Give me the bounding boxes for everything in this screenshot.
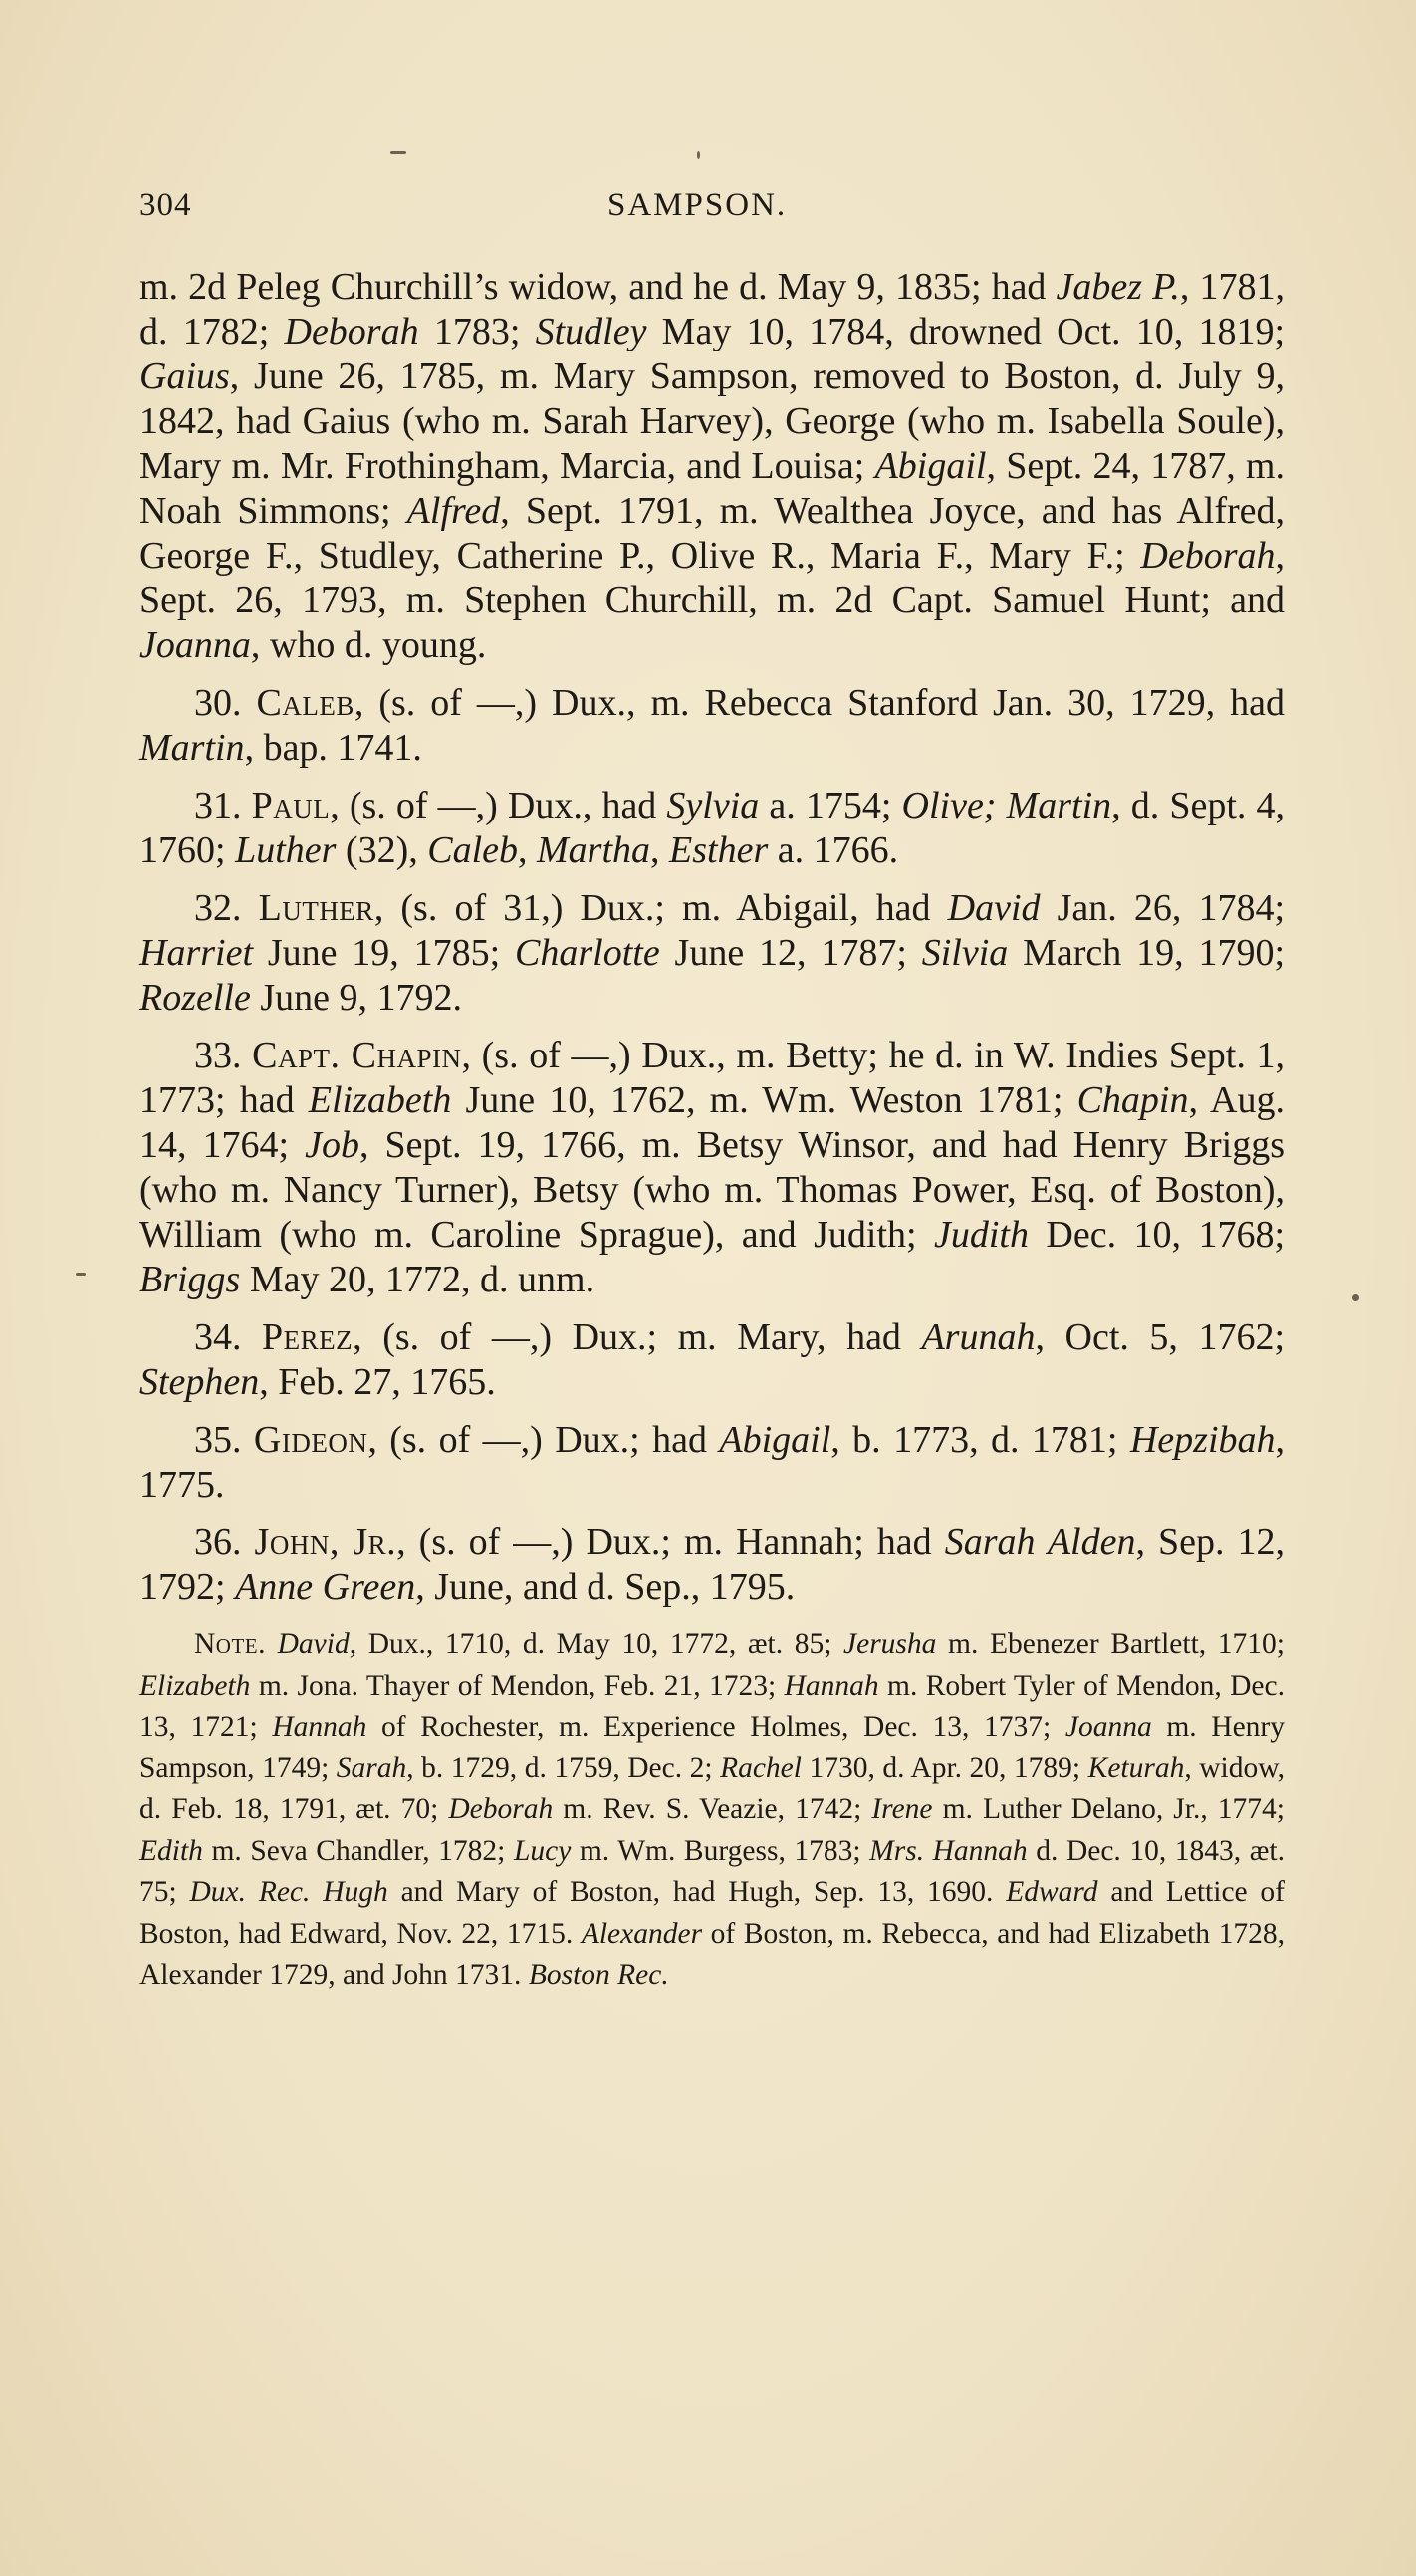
italic-name: Joanna xyxy=(1064,1711,1152,1743)
entry-32 xyxy=(139,886,1285,1021)
text-run: m. Henry Sampson, 1749; xyxy=(139,1711,1286,1784)
italic-name: David xyxy=(947,887,1041,929)
italic-name: Gaius xyxy=(139,355,230,397)
italic-name: Elizabeth xyxy=(308,1079,452,1121)
italic-name: Deborah xyxy=(448,1793,554,1825)
text-run: , b. 1729, d. 1759, Dec. 2; xyxy=(406,1752,721,1784)
text-run: May 20, 1772, d. unm. xyxy=(240,1259,595,1300)
text-run: June 9, 1792. xyxy=(250,977,463,1019)
italic-name: Hepzibah xyxy=(1129,1419,1276,1461)
italic-name: Joanna xyxy=(139,624,251,666)
text-run: m. Wm. Burgess, 1783; xyxy=(571,1834,870,1867)
text-run: Dec. 10, 1768; xyxy=(1028,1214,1285,1256)
text-run: , (s. of —,) Dux.; had xyxy=(367,1419,720,1461)
text-run: m. Rev. S. Veazie, 1742; xyxy=(553,1793,872,1825)
text-run: June 12, 1787; xyxy=(659,932,922,974)
text-run: , Aug. 14, 1764; xyxy=(139,1079,1285,1166)
text-run: and Lettice of Boston, had Edward, Nov. 22, 1715. xyxy=(139,1876,1285,1950)
page-number: 304 xyxy=(139,187,192,223)
entry-35 xyxy=(139,1418,1285,1508)
text-run: , (s. of —,) Dux., m. Betty; he d. in W. Indies Sept. 1, 1773; had xyxy=(139,1035,1285,1121)
entry-name: Perez xyxy=(262,1316,354,1358)
italic-name: Studley xyxy=(535,311,647,352)
italic-name: Sarah Alden xyxy=(944,1522,1136,1563)
text-run: , Sept. 26, 1793, m. Stephen Churchill, m. 2d Capt. Samuel Hunt; and xyxy=(139,535,1285,621)
text-run: , d. Sept. 4, 1760; xyxy=(139,785,1285,871)
text-run: m. Robert Tyler of Mendon, Dec. 13, 1721; xyxy=(139,1669,1285,1743)
entry-30 xyxy=(139,681,1285,771)
italic-name: Judith xyxy=(934,1214,1029,1256)
text-run: , 1775. xyxy=(139,1419,1285,1506)
italic-name: Irene xyxy=(871,1793,933,1825)
text-run: a. 1754; xyxy=(759,785,902,826)
text-run: June 10, 1762, m. Wm. Weston 1781; xyxy=(451,1079,1077,1121)
text-run: , who d. young. xyxy=(250,624,487,666)
text-run: 30. xyxy=(194,682,257,724)
italic-name: Chapin xyxy=(1076,1079,1189,1121)
text-run: m. Luther Delano, Jr., 1774; xyxy=(932,1793,1285,1825)
text-run: , widow, d. Feb. 18, 1791, æt. 70; xyxy=(139,1752,1285,1825)
text-run: Jan. 26, 1784; xyxy=(1040,887,1286,929)
entry-name: Caleb xyxy=(256,682,354,724)
text-run: May 10, 1784, drowned Oct. 10, 1819; xyxy=(646,311,1286,352)
italic-name: Olive; Martin xyxy=(901,785,1112,826)
italic-name: Deborah xyxy=(284,311,419,352)
entry-33 xyxy=(139,1034,1285,1302)
text-run: , bap. 1741. xyxy=(244,727,422,769)
italic-name: Hugh xyxy=(323,1876,388,1908)
running-header xyxy=(139,187,1285,237)
text-run: , Oct. 5, 1762; xyxy=(1035,1316,1285,1358)
text-run: June 19, 1785; xyxy=(253,932,516,974)
entry-name: Gideon xyxy=(253,1419,368,1461)
text-run: , Sep. 12, 1792; xyxy=(139,1522,1286,1608)
italic-name: Hannah xyxy=(272,1711,367,1743)
text-run: March 19, 1790; xyxy=(1008,932,1286,974)
italic-name: Boston Rec. xyxy=(528,1959,669,1991)
text-run: , June, and d. Sep., 1795. xyxy=(415,1566,796,1608)
entry-name: Luther xyxy=(258,887,374,929)
italic-name: Job xyxy=(305,1124,359,1166)
italic-name: Stephen xyxy=(139,1361,260,1403)
entry-name: Paul xyxy=(251,785,331,826)
italic-name: Charlotte xyxy=(515,932,660,974)
text-run: 36. xyxy=(194,1522,255,1563)
text-run: , 1781, d. 1782; xyxy=(139,266,1285,352)
italic-name: Hannah xyxy=(784,1669,879,1702)
text-run: , b. 1773, d. 1781; xyxy=(830,1419,1130,1461)
text-run: , xyxy=(518,829,538,871)
text-run: m. Seva Chandler, 1782; xyxy=(202,1834,514,1867)
italic-name: Abigail xyxy=(874,445,987,487)
italic-name: Abigail xyxy=(719,1419,831,1461)
text-run: , Sept. 1791, m. Wealthea Joyce, and has Alfred, George F., Studley, Catherine P., Olive R., Maria F., Mary F.; xyxy=(139,490,1286,577)
text-run: (32), xyxy=(336,829,428,871)
italic-name: Rachel xyxy=(720,1752,802,1784)
italic-name: Lucy xyxy=(513,1834,572,1867)
italic-name: Mrs. Hannah xyxy=(869,1834,1028,1867)
text-run: 1730, d. Apr. 20, 1789; xyxy=(801,1752,1088,1784)
text-run: 32. xyxy=(194,887,259,929)
italic-name: Jerusha xyxy=(843,1628,937,1660)
note-paragraph xyxy=(139,1624,1285,1996)
entry-36 xyxy=(139,1521,1285,1610)
text-run: , Feb. 27, 1765. xyxy=(259,1361,496,1403)
text-run: m. 2d Peleg Churchill’s widow, and he d. May 9, 1835; had xyxy=(139,266,1057,308)
genealogy-text xyxy=(139,265,1285,2025)
text-run: , (s. of —,) Dux., had xyxy=(330,785,667,826)
italic-name: Arunah xyxy=(921,1316,1036,1358)
text-run xyxy=(310,1876,323,1908)
italic-name: Deborah xyxy=(1140,535,1276,577)
note-label: Note. xyxy=(194,1628,266,1660)
italic-name: Edward xyxy=(1006,1876,1098,1908)
italic-name: Luther xyxy=(235,829,337,871)
text-run: , Dux., 1710, d. May 10, 1772, æt. 85; xyxy=(349,1628,844,1660)
text-run: , June 26, 1785, m. Mary Sampson, removed to Boston, d. July 9, 1842, had Gaius (who m. Sarah Harvey), George (who m. Isabella Soule), Mary m. Mr. Frothingham, Marcia, and Louisa; xyxy=(139,355,1285,487)
italic-name: Alfred xyxy=(406,490,501,532)
italic-name: Sylvia xyxy=(666,785,760,826)
italic-name: Harriet xyxy=(139,932,253,974)
italic-name: Caleb xyxy=(427,829,519,871)
italic-name: Elizabeth xyxy=(139,1669,251,1702)
text-run: d. Dec. 10, 1843, æt. 75; xyxy=(139,1834,1285,1908)
text-run: a. 1766. xyxy=(768,829,899,871)
entry-34 xyxy=(139,1315,1285,1405)
text-run: m. Jona. Thayer of Mendon, Feb. 21, 1723; xyxy=(250,1669,785,1702)
paper-speck xyxy=(697,151,700,159)
running-head-title: SAMPSON. xyxy=(607,187,788,223)
italic-name: Silvia xyxy=(921,932,1009,974)
text-run: m. Ebenezer Bartlett, 1710; xyxy=(936,1628,1285,1660)
entry-name: John, Jr. xyxy=(254,1522,397,1563)
text-run: , xyxy=(650,829,670,871)
entry-continued xyxy=(139,265,1285,668)
italic-name: Sarah xyxy=(336,1752,407,1784)
text-run: , (s. of —,) Dux.; m. Hannah; had xyxy=(396,1522,945,1563)
paper-speck xyxy=(76,1273,86,1276)
text-run: 31. xyxy=(194,785,252,826)
text-run: , Sept. 19, 1766, m. Betsy Winsor, and had Henry Briggs (who m. Nancy Turner), Betsy (who m. Thomas Power, Esq. of Boston), William (who m. Caroline Sprague), and Judith; xyxy=(139,1124,1285,1256)
italic-name: Martha xyxy=(537,829,651,871)
italic-name: Briggs xyxy=(139,1259,241,1300)
text-run: 34. xyxy=(194,1316,263,1358)
italic-name: Dux. Rec. xyxy=(189,1876,311,1908)
italic-name: Keturah xyxy=(1087,1752,1185,1784)
italic-name: Edith xyxy=(139,1834,203,1867)
text-run: , (s. of —,) Dux.; m. Mary, had xyxy=(353,1316,922,1358)
italic-name: Alexander xyxy=(581,1917,703,1950)
italic-name: Anne Green xyxy=(235,1566,416,1608)
italic-name: Esther xyxy=(669,829,769,871)
italic-name: Rozelle xyxy=(139,977,251,1019)
paper-speck xyxy=(1352,1294,1359,1301)
text-run: , (s. of 31,) Dux.; m. Abigail, had xyxy=(373,887,948,929)
text-run: 1783; xyxy=(418,311,536,352)
entry-name: Capt. Chapin xyxy=(252,1035,462,1076)
text-run: of Rochester, m. Experience Holmes, Dec. 13, 1737; xyxy=(366,1711,1065,1743)
italic-name: David xyxy=(277,1628,350,1660)
text-run: 33. xyxy=(194,1035,253,1076)
italic-name: Jabez P. xyxy=(1056,266,1180,308)
entry-31 xyxy=(139,784,1285,873)
paper-speck xyxy=(390,151,406,154)
text-run: of Boston, m. Rebecca, and had Elizabeth 1728, Alexander 1729, and John 1731. xyxy=(139,1917,1286,1991)
text-run: 35. xyxy=(194,1419,254,1461)
italic-name: Martin xyxy=(139,727,245,769)
text-run: and Mary of Boston, had Hugh, Sep. 13, 1690. xyxy=(387,1876,1007,1908)
text-run: , (s. of —,) Dux., m. Rebecca Stanford Jan. 30, 1729, had xyxy=(354,682,1286,724)
text-run: , Sept. 24, 1787, m. Noah Simmons; xyxy=(139,445,1285,532)
